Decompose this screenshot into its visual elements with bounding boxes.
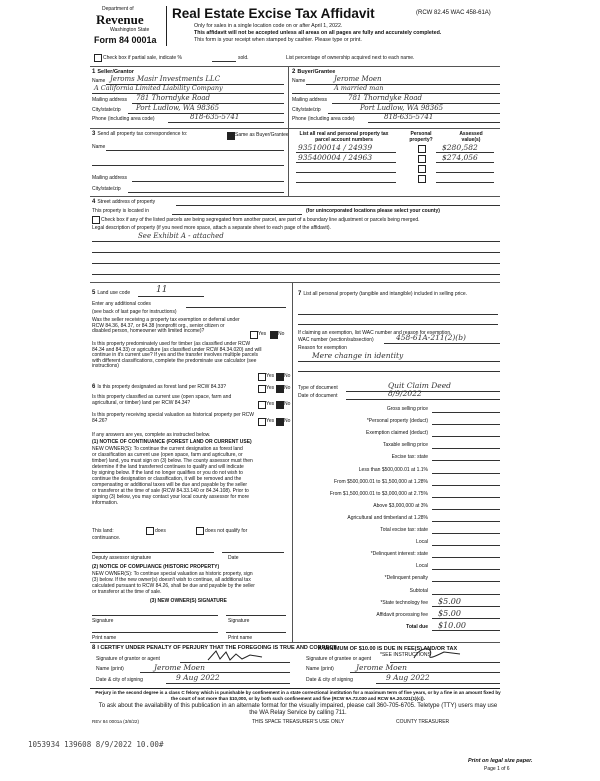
tax-line-field[interactable]	[432, 473, 500, 474]
buyer-city-label: City/state/zip	[292, 107, 321, 113]
tax-line-field[interactable]	[432, 460, 500, 461]
parcel-2-personal-checkbox[interactable]	[418, 155, 426, 163]
historic-no-checkbox[interactable]	[276, 418, 284, 426]
seller-city-label: City/state/zip	[92, 107, 121, 113]
open-space-no-label: No	[284, 401, 291, 407]
grantee-name-print-label: Name (print)	[306, 666, 334, 672]
street-address-label: 4 Street address of property	[92, 199, 156, 205]
tax-line-label: *Delinquent penalty	[384, 575, 428, 582]
doc-date-value[interactable]: 8/9/2022	[388, 389, 422, 398]
county-treasurer: COUNTY TREASURER	[396, 719, 450, 725]
see-back-label: (see back of last page for instructions)	[92, 309, 177, 315]
rev-code: REV 84 0001a (3/8/22)	[92, 719, 139, 724]
land-use-value[interactable]: 11	[156, 285, 168, 295]
legal-description-label: Legal description of property (if you need more space, attach a separate sheet to each page of the affidavit).	[92, 225, 331, 231]
form-number: Form 84 0001a	[94, 35, 157, 45]
exemption-question: Was the seller receiving a property tax exemption or deferral under RCW 84.36, 84.37, or 84.38 (nonprofit org., senior citizen or disabled person, homeowner with limited income)?	[92, 317, 240, 334]
land-use-label: 5 Land use code	[92, 290, 131, 296]
tax-line-label: Agricultural and timberland at 1.28%	[347, 514, 428, 521]
seller-heading: 1 Seller/Grantor	[92, 69, 135, 75]
grantor-date-label: Date & city of signing	[96, 677, 143, 683]
parcel-4-personal-checkbox[interactable]	[418, 175, 426, 183]
parcel-3-personal-checkbox[interactable]	[418, 165, 426, 173]
open-space-question: Is this property classified as current use (open space, farm and agricultural, or timber) land per RCW 84.34?	[92, 394, 232, 406]
owner-signature-label-2: Signature	[228, 618, 250, 624]
open-space-yes-label: Yes	[266, 401, 275, 407]
tax-line-field[interactable]	[432, 436, 500, 437]
seller-phone-value[interactable]: 818-635-5741	[190, 113, 240, 121]
seller-mailing-value[interactable]: 781 Thorndyke Road	[136, 94, 211, 102]
treasurer-use-only: THIS SPACE TREASURER'S USE ONLY	[252, 719, 345, 725]
exemption-no-checkbox[interactable]	[270, 331, 278, 339]
forest-no-label: No	[284, 385, 291, 391]
seller-name-label: Name	[92, 78, 106, 84]
owner-print-name-label-2: Print name	[228, 635, 253, 641]
exemption-claim-label: If claiming an exemption, list WAC number and reason for exemption.	[298, 330, 452, 336]
timber-no-label: No	[284, 373, 291, 379]
tax-line-field[interactable]	[432, 485, 500, 486]
tax-line-value[interactable]: $5.00	[438, 596, 461, 606]
located-in-label: This property is located in	[92, 208, 149, 214]
tax-line-field[interactable]	[432, 630, 500, 631]
deputy-date-label: Date	[228, 555, 239, 561]
tax-line-field[interactable]	[432, 594, 500, 595]
grantee-signature	[410, 644, 470, 664]
tax-line-field[interactable]	[432, 412, 500, 413]
recording-stamp: 1053934 139608 8/9/2022 10.00#	[28, 740, 164, 749]
form-title: Real Estate Excise Tax Affidavit	[172, 6, 375, 21]
dept-logo-text: Revenue	[96, 12, 144, 27]
grantor-name-print-label: Name (print)	[96, 666, 124, 672]
dept-line3: Washington State	[110, 27, 150, 33]
forest-question: 6 Is this property designated as forest land per RCW 84.33?	[92, 384, 227, 390]
open-space-no-checkbox[interactable]	[276, 401, 284, 409]
tax-line-label: Taxable selling price	[382, 442, 428, 449]
this-land-label: This land:	[92, 528, 114, 534]
notice1-title: (1) NOTICE OF CONTINUANCE (FOREST LAND OR CURRENT USE)	[92, 439, 252, 445]
tax-line-label: From $1,500,000.01 to $3,000,000 at 2.75%	[329, 490, 428, 497]
owner-print-name-label-1: Print name	[92, 635, 117, 641]
buyer-mailing-label: Mailing address	[292, 97, 328, 103]
exemption-yes-label: Yes	[258, 331, 267, 337]
buyer-name-value2[interactable]: A married man	[334, 84, 384, 92]
if-yes-note: If any answers are yes, complete as instructed below.	[92, 432, 211, 438]
tax-line-field[interactable]	[432, 557, 500, 558]
sold-label: sold.	[238, 55, 249, 61]
tax-line-field[interactable]	[432, 509, 500, 510]
timber-question: Is this property predominately used for timber (as classified under RCW 84.34 and 84.33) or agriculture (as classified under RCW 84.34.020) and will continue in it's current use? If yes and the transfer involves multiple parcels with different classifications, complete the predominate use calculator (see instructions)	[92, 341, 262, 369]
historic-question: Is this property receiving special valuation as historical property per RCW 84.26?	[92, 412, 255, 424]
land-does-label: does	[155, 528, 166, 534]
tax-line-field[interactable]	[432, 533, 500, 534]
dept-line1: Department of	[102, 6, 134, 12]
tax-line-label: Less than $500,000.01 at 1.1%	[358, 466, 428, 473]
unincorporated-note: (for unincorporated locations please select your county)	[306, 208, 440, 214]
owner-signature-label-1: Signature	[92, 618, 114, 624]
reason-value[interactable]: Mere change in identity	[312, 351, 404, 360]
reason-label: Reason for exemption	[298, 345, 347, 351]
section7-label: 7 List all personal property (tangible and intangible) included in selling price.	[298, 291, 468, 297]
corr-name-label: Name	[92, 144, 106, 150]
tax-line-value[interactable]: $10.00	[438, 620, 466, 630]
tax-line-label: Affidavit processing fee	[376, 611, 428, 618]
personal-property-header: Personal property?	[409, 131, 433, 143]
grantor-signature	[206, 648, 266, 664]
seller-mailing-label: Mailing address	[92, 97, 128, 103]
tax-line-field[interactable]	[432, 569, 500, 570]
open-space-yes-checkbox[interactable]	[258, 401, 266, 409]
buyer-name-label: Name	[292, 78, 306, 84]
ownership-pct-note: List percentage of ownership acquired next to each name.	[286, 55, 415, 61]
segregated-label: Check box if any of the listed parcels are being segregated from another parcel, are part of a boundary line adjustment or parcels being merged.	[101, 217, 420, 223]
tax-line-value[interactable]: $5.00	[438, 608, 461, 618]
buyer-heading: 2 Buyer/Grantee	[292, 69, 336, 75]
tax-line-label: *State technology fee	[380, 599, 428, 606]
tax-line-label: *Personal property (deduct)	[366, 418, 428, 425]
grantee-signature-label: Signature of grantee or agent	[306, 656, 372, 662]
grantor-name[interactable]: Jerome Moen	[154, 663, 205, 672]
land-does-not-checkbox[interactable]	[196, 527, 204, 535]
tax-line-label: Local	[416, 539, 428, 546]
seller-name-value[interactable]: Jeroms Masir Investments LLC	[110, 75, 221, 83]
see-instructions-note: *SEE INSTRUCTIONS	[380, 652, 431, 658]
exemption-no-label: No	[278, 331, 285, 337]
parcel-2-value[interactable]: $274,056	[442, 153, 478, 162]
tax-line-label: Gross selling price	[386, 406, 428, 412]
buyer-phone-label: Phone (including area code)	[292, 116, 355, 122]
deputy-signature-label: Deputy assessor signature	[92, 555, 152, 561]
tax-line-field[interactable]	[432, 545, 500, 546]
same-as-buyer-checkbox[interactable]	[227, 132, 235, 140]
perjury-notice: Perjury in the second degree is a class C felony which is punishable by confinement in a state correctional institution for a maximum term of five years, or by a fine in an amount fixed by the court of not more than $10,000, or by both such confinement and fine (RCW 9A.72.030 and RCW 9A.20.021(1)(c)).	[95, 690, 501, 701]
land-does-not-label: does not qualify for	[205, 528, 248, 534]
form-rcw: (RCW 82.45 WAC 458-61A)	[416, 10, 491, 16]
exemption-yes-checkbox[interactable]	[250, 331, 258, 339]
seller-name-value2[interactable]: A California Limited Liability Company	[94, 84, 223, 92]
wac-number-value[interactable]: 458-61A-211(2)(b)	[396, 333, 466, 342]
tax-line-field[interactable]	[432, 497, 500, 498]
parcel-2-number[interactable]: 935400004 / 24963	[298, 153, 373, 162]
parcel-1-personal-checkbox[interactable]	[418, 145, 426, 153]
grantee-date[interactable]: 9 Aug 2022	[386, 673, 430, 682]
doc-type-label: Type of document	[298, 385, 338, 391]
tax-line-label: Subtotal	[409, 587, 428, 594]
grantee-date-label: Date & city of signing	[306, 677, 353, 683]
historic-yes-checkbox[interactable]	[258, 418, 266, 426]
land-does-checkbox[interactable]	[146, 527, 154, 535]
legal-description-value[interactable]: See Exhibit A - attached	[138, 232, 224, 240]
tax-line-label: Local	[416, 563, 428, 570]
tax-line-field[interactable]	[432, 448, 500, 449]
forest-yes-label: Yes	[266, 385, 275, 391]
legal-paper-note: Print on legal size paper.	[468, 758, 533, 764]
grantee-name[interactable]: Jerome Moen	[356, 663, 407, 672]
tax-line-label: Above $3,000,000 at 3%	[373, 502, 428, 509]
tax-line-label: Excise tax: state	[391, 454, 428, 461]
wac-number-label: WAC number (section/subsection)	[298, 337, 374, 343]
partial-sale-label: Check box if partial sale, indicate %	[103, 55, 182, 61]
tax-line-field[interactable]	[432, 581, 500, 582]
page-number: Page 1 of 6	[484, 766, 510, 772]
tax-line-field[interactable]	[432, 606, 500, 607]
tax-line-field[interactable]	[432, 521, 500, 522]
same-as-buyer-label: Same as Buyer/Grantee	[235, 132, 289, 138]
tax-line-field[interactable]	[432, 424, 500, 425]
timber-no-checkbox[interactable]	[276, 373, 284, 381]
seller-phone-label: Phone (including area code)	[92, 116, 155, 122]
buyer-mailing-value[interactable]: 781 Thorndyke Road	[348, 94, 423, 102]
certify-label: 8 I CERTIFY UNDER PENALTY OF PERJURY THAT THE FOREGOING IS TRUE AND CORRECT	[92, 645, 337, 651]
minimum-due-note: A MINIMUM OF $10.00 IS DUE IN FEE(S) AND/OR TAX	[318, 646, 458, 652]
alt-format-notice: To ask about the availability of this publication in an alternate format for the visually impaired, please call 360-705-6705. Teletype (TTY) users may use the WA Relay Service by calling 711.	[98, 703, 498, 716]
continuance-label: continuance.	[92, 535, 121, 541]
forest-no-checkbox[interactable]	[276, 385, 284, 393]
segregated-checkbox[interactable]	[92, 216, 100, 224]
forest-yes-checkbox[interactable]	[258, 385, 266, 393]
partial-sale-checkbox[interactable]	[94, 54, 102, 62]
notice1-body: NEW OWNER(S): To continue the current designation as forest land or classification as current use (open space, farm and agriculture, or timber) land, you must sign on (3) below. The county assessor must then determine if the land transferred continues to qualify and will indicate by signing below. If the land no longer qualifies or you do not wish to continue the designation or classification, it will be removed and the compensating or additional taxes will be due and payable by the seller or transferor at the time of sale (RCW 84.33.140 or 84.34.108). Prior to signing (3) below, you may contact your local county assessor for more information.	[92, 446, 253, 506]
buyer-phone-value[interactable]: 818-635-5741	[384, 113, 434, 121]
grantor-date[interactable]: 9 Aug 2022	[176, 673, 220, 682]
tax-line-label: From $500,000.01 to $1,500,000 at 1.28%	[334, 478, 428, 485]
corr-city-label: City/state/zip	[92, 186, 121, 192]
additional-codes-label: Enter any additional codes	[92, 301, 151, 307]
notice2-title: (2) NOTICE OF COMPLIANCE (HISTORIC PROPERTY)	[92, 564, 220, 570]
parcel-list-header: List all real and personal property tax parcel account numbers	[299, 131, 389, 143]
assessed-value-header: Assessed value(s)	[459, 131, 483, 143]
parcel-1-number[interactable]: 935100014 / 24939	[298, 143, 373, 152]
grantor-signature-label: Signature of grantor or agent	[96, 656, 160, 662]
buyer-name-value[interactable]: Jerome Moen	[334, 75, 382, 83]
timber-yes-checkbox[interactable]	[258, 373, 266, 381]
tax-line-label: *Delinquent interest: state	[370, 551, 428, 558]
tax-line-label: Total excise tax: state	[380, 527, 428, 533]
seller-city-value[interactable]: Port Ludlow, WA 98365	[136, 104, 220, 112]
notice3-title: (3) NEW OWNER(S) SIGNATURE	[150, 598, 227, 604]
tax-line-label: Exemption claimed (deduct)	[366, 430, 428, 437]
corr-mailing-label: Mailing address	[92, 175, 128, 181]
doc-date-label: Date of document	[298, 393, 338, 399]
parcel-1-value[interactable]: $280,582	[442, 143, 478, 152]
section3-label: 3 Send all property tax correspondence to:	[92, 131, 188, 137]
historic-yes-label: Yes	[266, 418, 275, 424]
tax-line-label: Total due	[406, 623, 428, 630]
historic-no-label: No	[284, 418, 291, 424]
header-notes: Only for sales in a single location code on or after April 1, 2022. This affidavit will not be accepted unless all areas on all pages are fully and accurately completed. This form is your receipt when stamped by cashier. Please type or print.	[194, 23, 442, 43]
tax-line-field[interactable]	[432, 618, 500, 619]
notice2-body: NEW OWNER(S): To continue special valuation as historic property, sign (3) below. If the new owner(s) doesn't wish to continue, all additional tax calculated pursuant to RCW 84.26, shall be due and payable by the seller or transferor at the time of sale.	[92, 571, 255, 595]
doc-type-value[interactable]: Quit Claim Deed	[388, 381, 451, 390]
timber-yes-label: Yes	[266, 373, 275, 379]
buyer-city-value[interactable]: Port Ludlow, WA 98365	[360, 104, 444, 112]
